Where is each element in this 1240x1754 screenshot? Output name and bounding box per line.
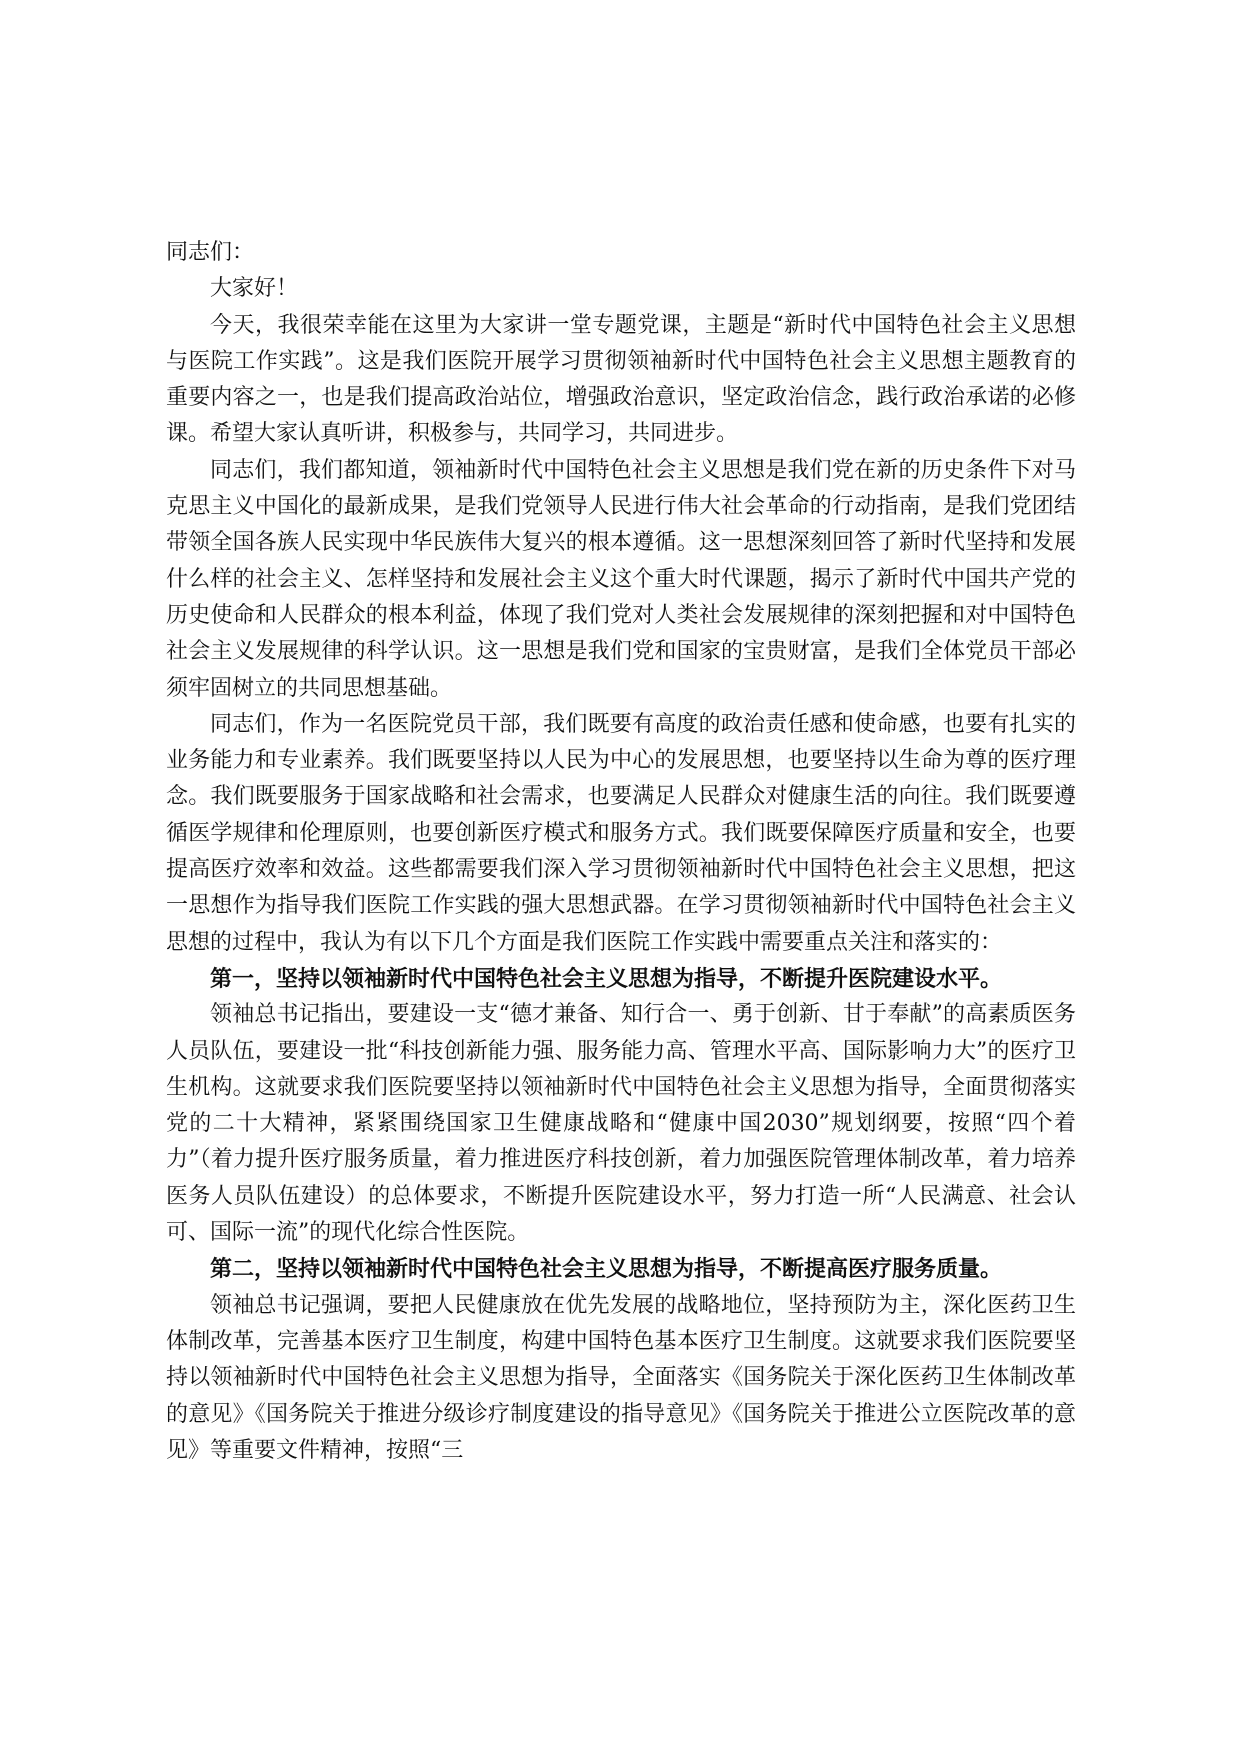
party-cadre-paragraph: 同志们，作为一名医院党员干部，我们既要有高度的政治责任感和使命感，也要有扎实的业务能力和专业素养。我们既要坚持以人民为中心的发展思想，也要坚持以生命为尊的医疗理念。我们既要服务于国家战略和社会需求，也要满足人民群众对健康生活的向往。我们既要遵循医学规律和伦理原则，也要创新医疗模式和服务方式。我们既要保障医疗质量和安全，也要提高医疗效率和效益。这些都需要我们深入学习贯彻领袖新时代中国特色社会主义思想，把这一思想作为指导我们医院工作实践的强大思想武器。在学习贯彻领袖新时代中国特色社会主义思想的过程中，我认为有以下几个方面是我们医院工作实践中需要重点关注和落实的： (166, 711, 1076, 955)
salutation: 同志们： (166, 240, 255, 265)
second-section-paragraph: 领袖总书记强调，要把人民健康放在优先发展的战略地位，坚持预防为主，深化医药卫生体制改革，完善基本医疗卫生制度，构建中国特色基本医疗卫生制度。这就要求我们医院要坚持以领袖新时代中国特色社会主义思想为指导，全面落实《国务院关于深化医药卫生体制改革的意见》《国务院关于推进分级诊疗制度建设的指导意见》《国务院关于推进公立医院改革的意见》等重要文件精神，按照“三 (166, 1292, 1076, 1463)
section-heading-second: 第二，坚持以领袖新时代中国特色社会主义思想为指导，不断提高医疗服务质量。 (210, 1256, 1003, 1283)
thought-significance-paragraph: 同志们，我们都知道，领袖新时代中国特色社会主义思想是我们党在新的历史条件下对马克思主义中国化的最新成果，是我们党领导人民进行伟大社会革命的行动指南，是我们党团结带领全国各族人民实现中华民族伟大复兴的根本遵循。这一思想深刻回答了新时代坚持和发展什么样的社会主义、怎样坚持和发展社会主义这个重大时代课题，揭示了新时代中国共产党的历史使命和人民群众的根本利益，体现了我们党对人类社会发展规律的深刻把握和对中国特色社会主义发展规律的科学认识。这一思想是我们党和国家的宝贵财富，是我们全体党员干部必须牢固树立的共同思想基础。 (166, 457, 1076, 701)
section-heading-first: 第一，坚持以领袖新时代中国特色社会主义思想为指导，不断提升医院建设水平。 (210, 965, 1003, 992)
greeting-paragraph: 大家好！ (210, 276, 299, 302)
document-body (166, 235, 1076, 1469)
intro-paragraph: 今天，我很荣幸能在这里为大家讲一堂专题党课，主题是“新时代中国特色社会主义思想与医院工作实践”。这是我们医院开展学习贯彻领袖新时代中国特色社会主义思想主题教育的重要内容之一，也是我们提高政治站位，增强政治意识，坚定政治信念，践行政治承诺的必修课。希望大家认真听讲，积极参与，共同学习，共同进步。 (166, 312, 1076, 447)
first-section-paragraph: 领袖总书记指出，要建设一支“德才兼备、知行合一、勇于创新、甘于奉献”的高素质医务人员队伍，要建设一批“科技创新能力强、服务能力高、管理水平高、国际影响力大”的医疗卫生机构。这就要求我们医院要坚持以领袖新时代中国特色社会主义思想为指导，全面贯彻落实党的二十大精神，紧紧围绕国家卫生健康战略和“健康中国2030”规划纲要，按照“四个着力”（着力提升医疗服务质量，着力推进医疗科技创新，着力加强医院管理体制改革，着力培养医务人员队伍建设）的总体要求，不断提升医院建设水平，努力打造一所“人民满意、社会认可、国际一流”的现代化综合性医院。 (166, 1002, 1076, 1246)
